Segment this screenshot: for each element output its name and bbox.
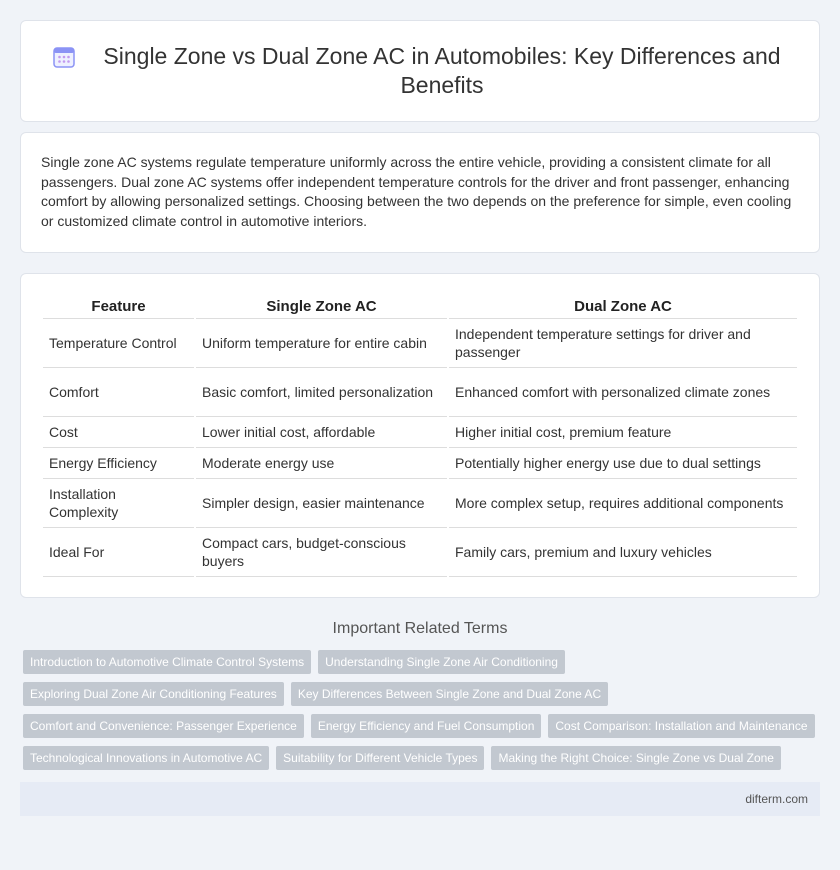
related-term-tag[interactable]: Exploring Dual Zone Air Conditioning Features	[23, 682, 284, 706]
header-dual-zone: Dual Zone AC	[449, 294, 797, 319]
table-cell: Enhanced comfort with personalized climate zones	[449, 368, 797, 417]
table-cell: Installation Complexity	[43, 479, 194, 528]
tag-row	[23, 746, 820, 770]
header-card	[20, 20, 820, 122]
related-term-tag[interactable]: Comfort and Convenience: Passenger Experience	[23, 714, 304, 738]
related-terms-title: Important Related Terms	[332, 620, 508, 637]
tag-row	[23, 714, 820, 738]
title-wrap	[51, 42, 789, 100]
table-row	[43, 417, 797, 448]
table-cell: Higher initial cost, premium feature	[449, 417, 797, 448]
related-term-tag[interactable]: Key Differences Between Single Zone and Dual Zone AC	[291, 682, 608, 706]
table-header-row	[43, 294, 797, 319]
page-title: Single Zone vs Dual Zone AC in Automobiles: Key Differences and Benefits	[103, 43, 781, 98]
table-row	[43, 319, 797, 368]
intro-card	[20, 132, 820, 253]
table-cell: More complex setup, requires additional components	[449, 479, 797, 528]
table-cell: Moderate energy use	[196, 448, 447, 479]
footer-site[interactable]: difterm.com	[745, 792, 808, 806]
header-feature: Feature	[43, 294, 194, 319]
table-cell: Family cars, premium and luxury vehicles	[449, 528, 797, 577]
footer	[20, 782, 820, 816]
related-term-tag[interactable]: Cost Comparison: Installation and Maintenance	[548, 714, 814, 738]
table-cell: Temperature Control	[43, 319, 194, 368]
table-row	[43, 528, 797, 577]
table-cell: Cost	[43, 417, 194, 448]
table-cell: Uniform temperature for entire cabin	[196, 319, 447, 368]
table-row	[43, 368, 797, 417]
table-cell: Energy Efficiency	[43, 448, 194, 479]
table-cell: Lower initial cost, affordable	[196, 417, 447, 448]
header-single-zone: Single Zone AC	[196, 294, 447, 319]
comparison-table-card	[20, 273, 820, 598]
comparison-table	[41, 294, 799, 577]
table-cell: Compact cars, budget-conscious buyers	[196, 528, 447, 577]
table-cell: Comfort	[43, 368, 194, 417]
table-cell: Basic comfort, limited personalization	[196, 368, 447, 417]
tag-row	[23, 682, 820, 706]
related-term-tag[interactable]: Suitability for Different Vehicle Types	[276, 746, 484, 770]
related-terms	[23, 650, 820, 770]
table-cell: Potentially higher energy use due to dual settings	[449, 448, 797, 479]
related-term-tag[interactable]: Technological Innovations in Automotive AC	[23, 746, 269, 770]
tag-row	[23, 650, 820, 674]
table-cell: Independent temperature settings for driver and passenger	[449, 319, 797, 368]
table-row	[43, 448, 797, 479]
table-cell: Simpler design, easier maintenance	[196, 479, 447, 528]
table-cell: Ideal For	[43, 528, 194, 577]
related-term-tag[interactable]: Introduction to Automotive Climate Control Systems	[23, 650, 311, 674]
related-term-tag[interactable]: Understanding Single Zone Air Conditioning	[318, 650, 565, 674]
calendar-grid-icon	[51, 44, 77, 70]
table-row	[43, 479, 797, 528]
related-term-tag[interactable]: Making the Right Choice: Single Zone vs Dual Zone	[491, 746, 780, 770]
related-term-tag[interactable]: Energy Efficiency and Fuel Consumption	[311, 714, 542, 738]
intro-text: Single zone AC systems regulate temperature uniformly across the entire vehicle, providing a consistent climate for all passengers. Dual zone AC systems offer independent temperature controls for the driver and front passenger, enhancing comfort by allowing personalized settings. Choosing between the two depends on the preference for simple, even cooling or customized climate control in automotive interiors.	[41, 154, 792, 229]
